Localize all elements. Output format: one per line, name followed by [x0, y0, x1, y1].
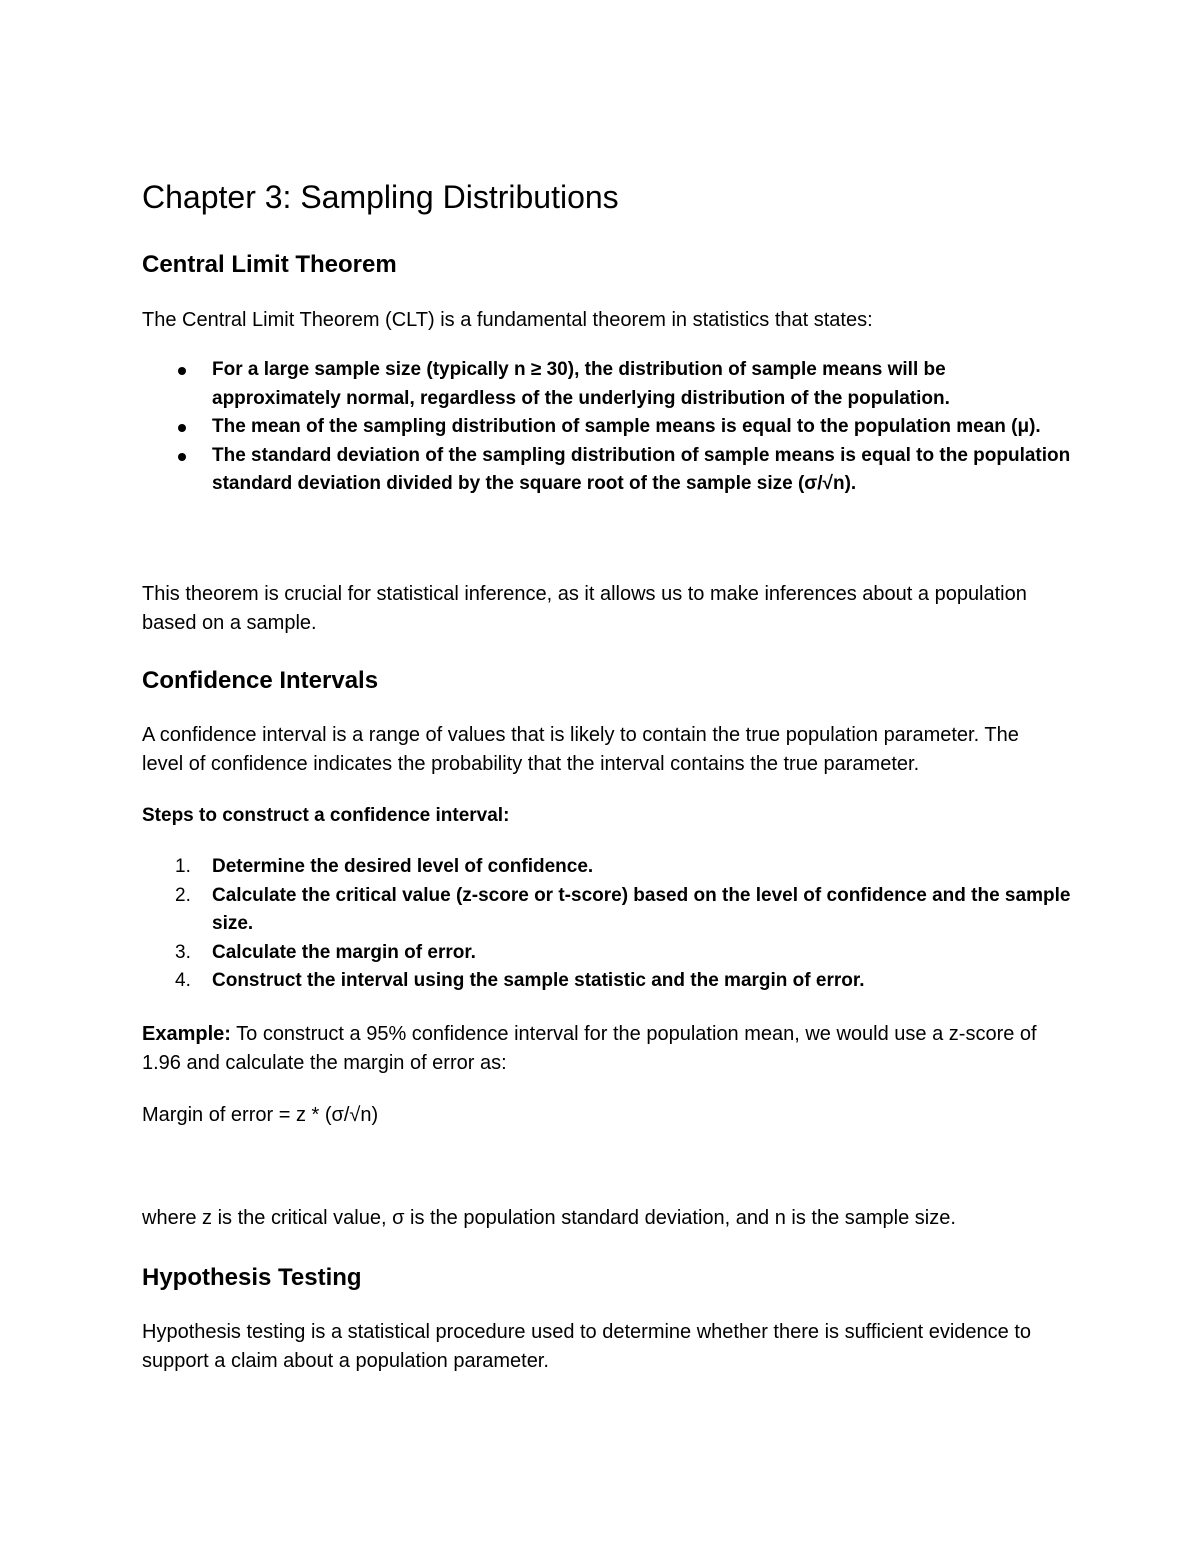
heading-confidence-intervals: Confidence Intervals	[142, 667, 379, 694]
ci-step-item	[142, 882, 1072, 939]
step-number: 1.	[175, 856, 191, 877]
clt-bullet-item	[142, 413, 1072, 442]
page-title: Chapter 3: Sampling Distributions	[142, 179, 619, 215]
heading-hypothesis-testing: Hypothesis Testing	[142, 1264, 362, 1291]
clt-bullet-text: For a large sample size (typically n ≥ 30), the distribution of sample means will be approximately normal, regardless of the underlying distribution of the population.	[212, 359, 950, 409]
step-number: 2.	[175, 884, 191, 906]
example-label: Example:	[142, 1023, 231, 1045]
formula-explanation: where z is the critical value, σ is the population standard deviation, and n is the sample size.	[142, 1207, 956, 1229]
ci-steps-list	[142, 853, 1072, 996]
ci-step-item	[142, 967, 1072, 996]
clt-bullet-text: The standard deviation of the sampling distribution of sample means is equal to the population standard deviation divided by the square root of the sample size (σ/√n).	[212, 444, 1071, 494]
bullet-dot-icon	[178, 453, 186, 461]
step-number: 3.	[175, 941, 191, 963]
step-number: 4.	[175, 970, 191, 991]
bullet-dot-icon	[178, 367, 186, 375]
step-text: Construct the interval using the sample statistic and the margin of error.	[212, 970, 865, 991]
clt-bullet-list	[142, 356, 1072, 499]
step-text: Determine the desired level of confidence.	[212, 856, 594, 877]
clt-bullet-item	[142, 356, 1072, 413]
clt-bullet-text: The mean of the sampling distribution of sample means is equal to the population mean (μ).	[212, 416, 1041, 437]
ci-step-item	[142, 853, 1072, 882]
ht-intro-paragraph: Hypothesis testing is a statistical procedure used to determine whether there is sufficient evidence to support a claim about a population parameter.	[142, 1321, 1031, 1372]
ci-steps-label: Steps to construct a confidence interval:	[142, 805, 510, 826]
step-text: Calculate the margin of error.	[212, 941, 476, 963]
clt-conclusion-paragraph: This theorem is crucial for statistical inference, as it allows us to make inferences about a population based on a sample.	[142, 583, 1027, 634]
clt-bullet-item	[142, 442, 1072, 499]
ci-intro-paragraph: A confidence interval is a range of values that is likely to contain the true population parameter. The level of confidence indicates the probability that the interval contains the true parameter.	[142, 724, 1019, 775]
bullet-dot-icon	[178, 424, 186, 432]
example-text: To construct a 95% confidence interval for the population mean, we would use a z-score of 1.96 and calculate the margin of error as:	[142, 1023, 1037, 1074]
heading-central-limit-theorem: Central Limit Theorem	[142, 251, 397, 278]
step-text: Calculate the critical value (z-score or t-score) based on the level of confidence and the sample size.	[212, 884, 1071, 934]
ci-example-paragraph	[142, 1020, 1052, 1077]
ci-step-item	[142, 939, 1072, 968]
clt-intro-paragraph: The Central Limit Theorem (CLT) is a fundamental theorem in statistics that states:	[142, 309, 873, 331]
margin-of-error-formula: Margin of error = z * (σ/√n)	[142, 1104, 379, 1126]
